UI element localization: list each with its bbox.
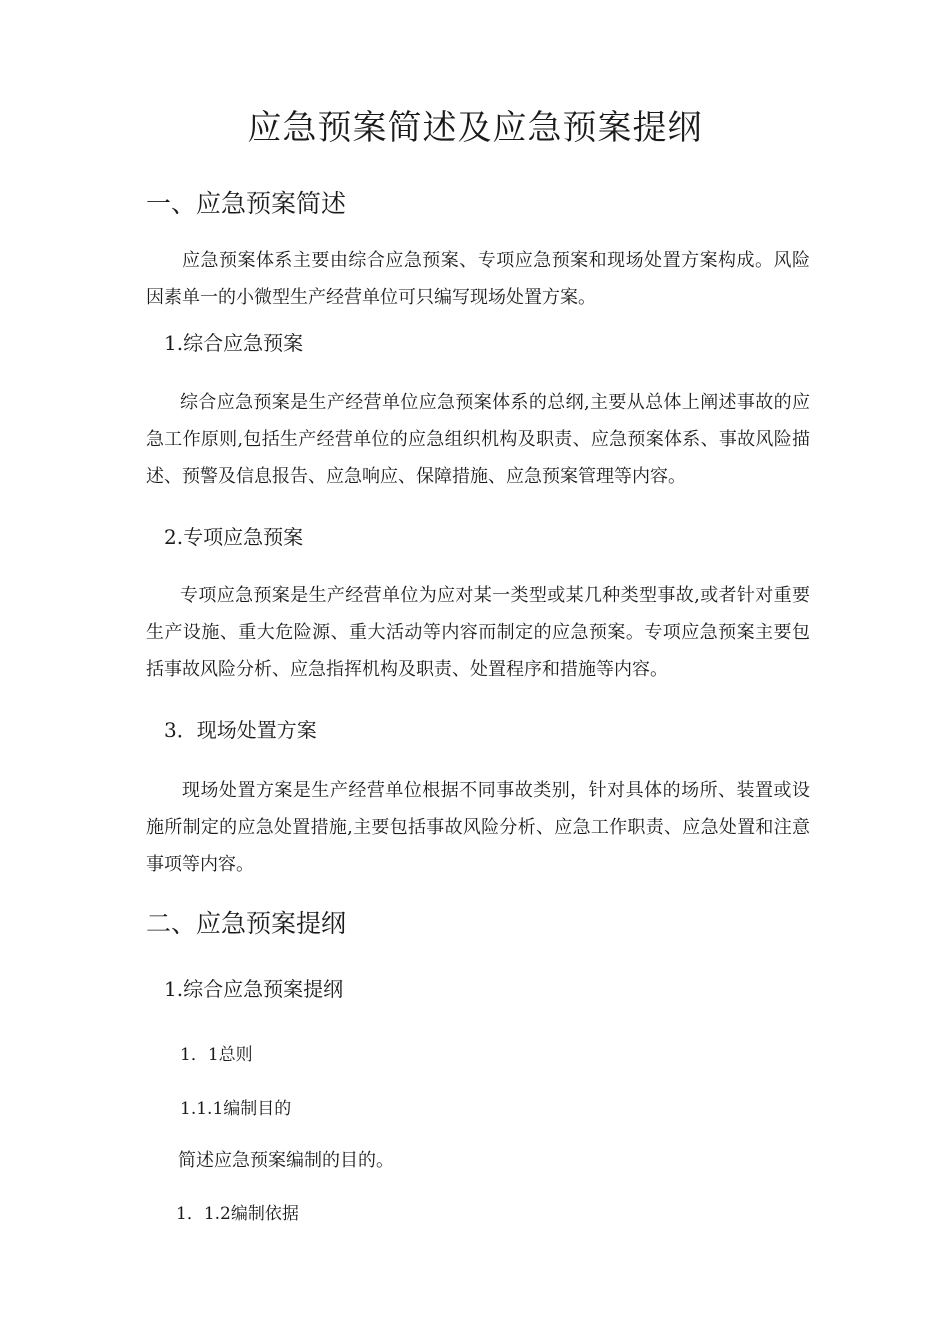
subheading-comprehensive-outline: 1.综合应急预案提纲 (164, 977, 344, 1001)
subheading-special: 2.专项应急预案 (164, 525, 304, 549)
paragraph-special: 专项应急预案是生产经营单位为应对某一类型或某几种类型事故,或者针对重要生产设施、重大危险源、重大活动等内容而制定的应急预案。专项应急预案主要包括事故风险分析、应急指挥机构及职责、处置程序和措施等内容。 (146, 585, 810, 680)
paragraph-onsite: 现场处置方案是生产经营单位根据不同事故类别，针对具体的场所、装置或设施所制定的应急处置措施,主要包括事故风险分析、应急工作职责、应急处置和注意事项等内容。 (146, 780, 810, 875)
outline-item-purpose-text: 简述应急预案编制的目的。 (178, 1150, 394, 1171)
outline-item-purpose: 1.1.1编制目的 (180, 1099, 292, 1119)
outline-item-basis: 1．1.2编制依据 (176, 1204, 299, 1224)
subheading-comprehensive: 1.综合应急预案 (164, 331, 304, 355)
document-title: 应急预案简述及应急预案提纲 (247, 108, 703, 148)
paragraph-intro: 应急预案体系主要由综合应急预案、专项应急预案和现场处置方案构成。风险因素单一的小微型生产经营单位可只编写现场处置方案。 (146, 250, 810, 308)
paragraph-comprehensive: 综合应急预案是生产经营单位应急预案体系的总纲,主要从总体上阐述事故的应急工作原则,包括生产经营单位的应急组织机构及职责、应急预案体系、事故风险描述、预警及信息报告、应急响应、保障措施、应急预案管理等内容。 (146, 392, 810, 487)
subheading-onsite: 3．现场处置方案 (164, 718, 317, 742)
section-heading-overview: 一、应急预案简述 (146, 189, 347, 218)
section-heading-outline: 二、应急预案提纲 (146, 909, 347, 938)
outline-item-general: 1．1总则 (180, 1045, 253, 1065)
